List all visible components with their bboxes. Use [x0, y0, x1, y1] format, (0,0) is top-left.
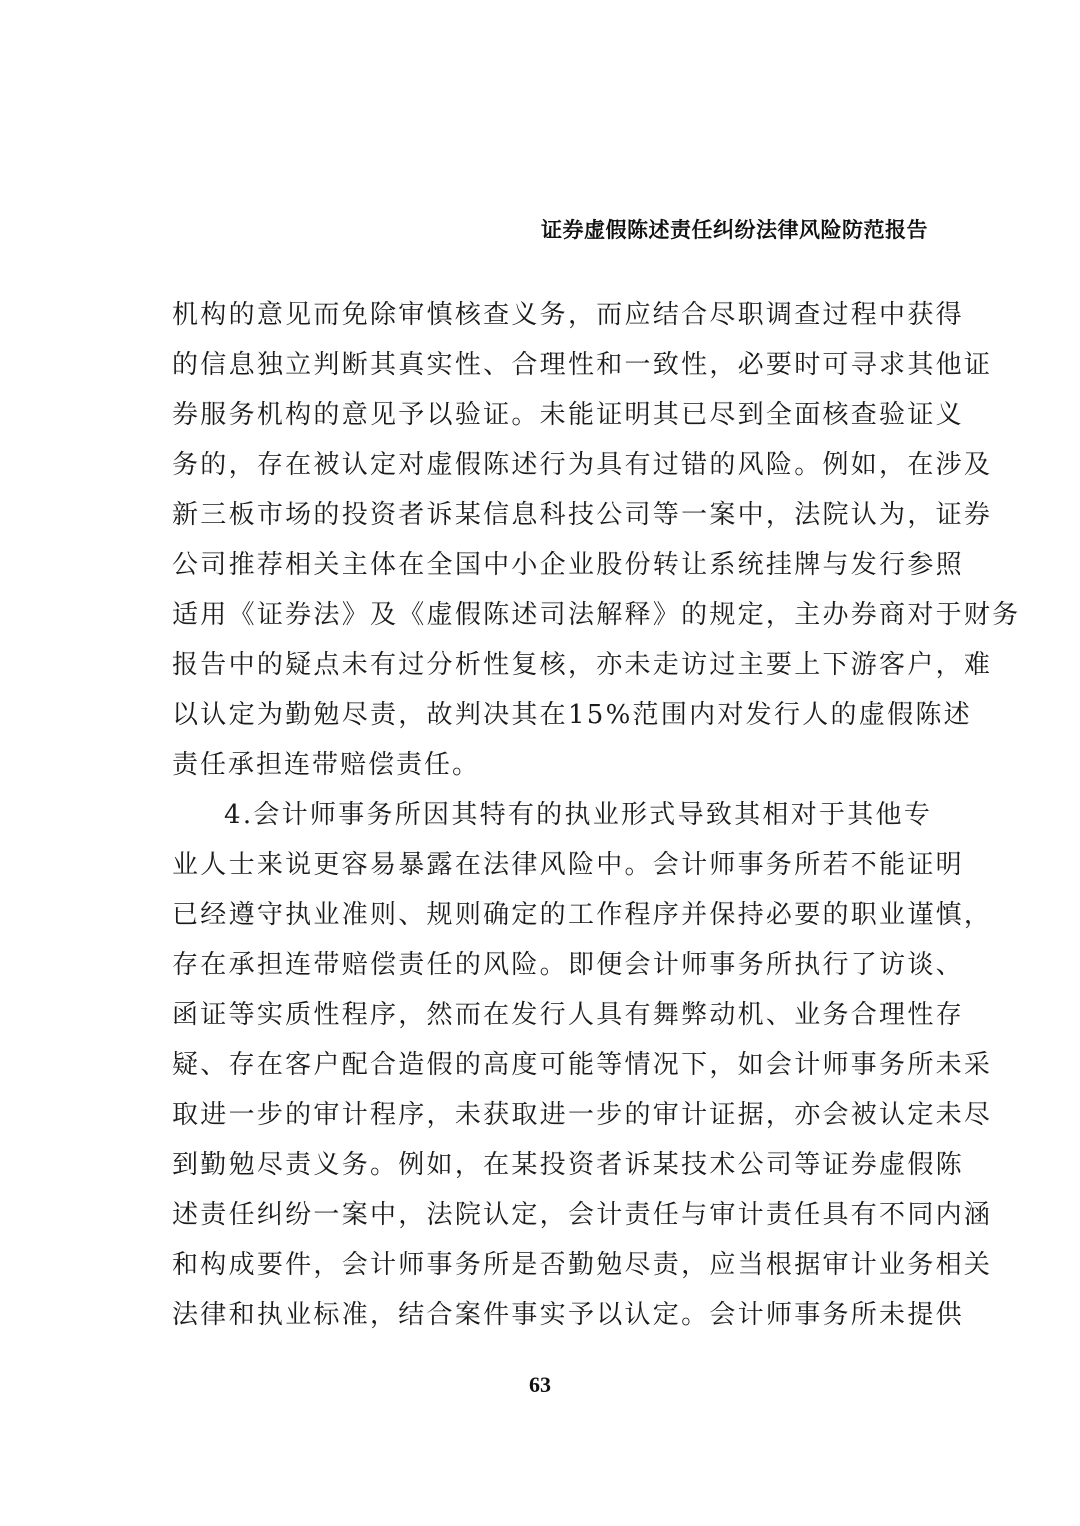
text-line: 存 在 承 担 连 带 赔 偿 责 任 的 风 险 。 即 便 会 计 师 事 务 所 执 行 了 访 谈 、: [172, 950, 962, 980]
paragraph-2: [172, 790, 990, 1340]
text-line: 到 勤 勉 尽 责 义 务 。 例 如 ， 在 某 投 资 者 诉 某 技 术 公 司 等 证 券 虚 假 陈: [172, 1150, 962, 1180]
text-line: 新 三 板 市 场 的 投 资 者 诉 某 信 息 科 技 公 司 等 一 案 中 ， 法 院 认 为 ， 证 券: [172, 500, 990, 530]
paragraph-1: [172, 290, 1019, 790]
text-line: 券 服 务 机 构 的 意 见 予 以 验 证 。 未 能 证 明 其 已 尽 到 全 面 核 查 验 证 义: [172, 400, 962, 430]
text-line: 报 告 中 的 疑 点 未 有 过 分 析 性 复 核 ， 亦 未 走 访 过 主 要 上 下 游 客 户 ， 难: [172, 650, 990, 680]
text-line: 责任承担连带赔偿责任。: [172, 750, 481, 780]
page-number: 63: [529, 1372, 551, 1397]
text-line: 述 责 任 纠 纷 一 案 中 ， 法 院 认 定 ， 会 计 责 任 与 审 计 责 任 具 有 不 同 内 涵: [172, 1200, 990, 1230]
text-line: 公 司 推 荐 相 关 主 体 在 全 国 中 小 企 业 股 份 转 让 系 统 挂 牌 与 发 行 参 照: [172, 550, 962, 580]
text-line: 机 构 的 意 见 而 免 除 审 慎 核 查 义 务 ， 而 应 结 合 尽 职 调 查 过 程 中 获 得: [172, 300, 962, 330]
text-line: 已 经 遵 守 执 业 准 则 、 规 则 确 定 的 工 作 程 序 并 保 持 必 要 的 职 业 谨 慎 ，: [172, 900, 990, 930]
text-line: 的 信 息 独 立 判 断 其 真 实 性 、 合 理 性 和 一 致 性 ， 必 要 时 可 寻 求 其 他 证: [172, 350, 990, 380]
text-line: 务 的 ， 存 在 被 认 定 对 虚 假 陈 述 行 为 具 有 过 错 的 风 险 。 例 如 ， 在 涉 及: [172, 450, 990, 480]
running-header: 证券虚假陈述责任纠纷法律风险防范报告: [541, 218, 928, 242]
text-line: 函 证 等 实 质 性 程 序 ， 然 而 在 发 行 人 具 有 舞 弊 动 机 、 业 务 合 理 性 存: [172, 1000, 962, 1030]
text-line: 取 进 一 步 的 审 计 程 序 ， 未 获 取 进 一 步 的 审 计 证 据 ， 亦 会 被 认 定 未 尽: [172, 1100, 990, 1130]
text-line: 疑 、 存 在 客 户 配 合 造 假 的 高 度 可 能 等 情 况 下 ， 如 会 计 师 事 务 所 未 采: [172, 1050, 990, 1080]
text-line: 法 律 和 执 业 标 准 ， 结 合 案 件 事 实 予 以 认 定 。 会 计 师 事 务 所 未 提 供: [172, 1300, 962, 1330]
text-line: 以 认 定 为 勤 勉 尽 责 ， 故 判 决 其 在 1 5 % 范 围 内 对 发 行 人 的 虚 假 陈 述: [172, 700, 970, 730]
text-line: 4 . 会 计 师 事 务 所 因 其 特 有 的 执 业 形 式 导 致 其 相 对 于 其 他 专: [224, 800, 930, 830]
text-line: 适 用 《 证 券 法 》 及 《 虚 假 陈 述 司 法 解 释 》 的 规 定 ， 主 办 券 商 对 于 财 务: [172, 600, 1019, 630]
body-text: [172, 290, 1019, 1340]
text-line: 和 构 成 要 件 ， 会 计 师 事 务 所 是 否 勤 勉 尽 责 ， 应 当 根 据 审 计 业 务 相 关: [172, 1250, 990, 1280]
text-line: 业 人 士 来 说 更 容 易 暴 露 在 法 律 风 险 中 。 会 计 师 事 务 所 若 不 能 证 明: [172, 850, 962, 880]
